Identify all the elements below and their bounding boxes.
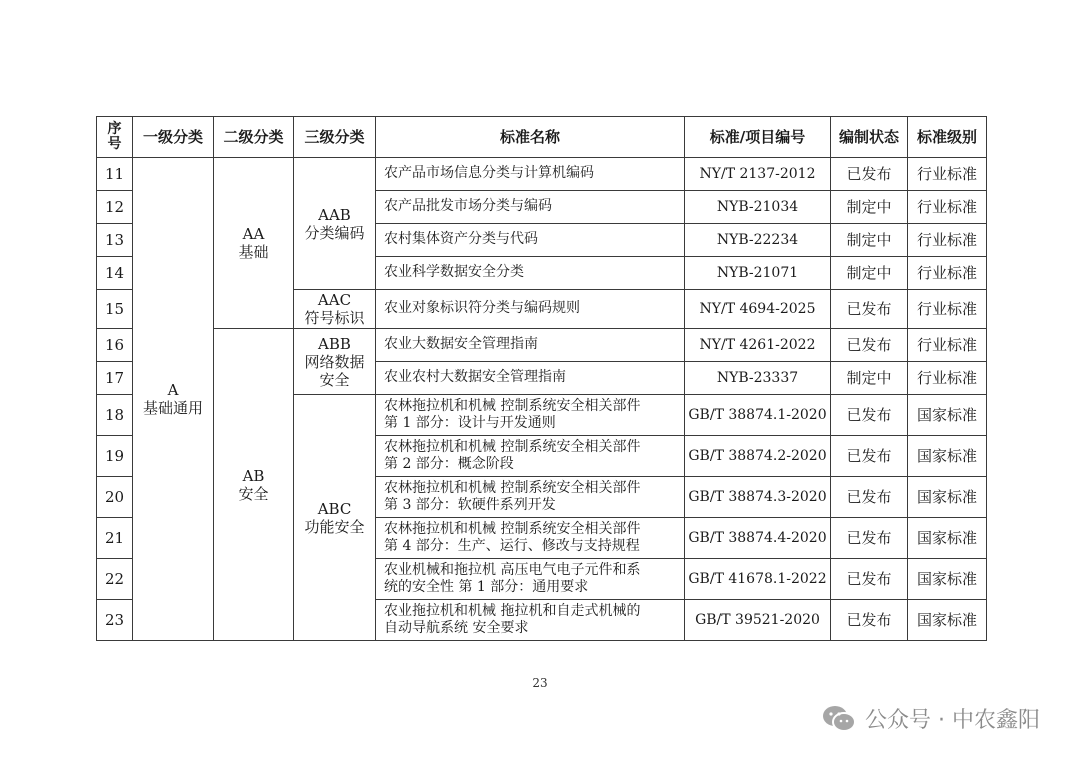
- category-aa-line: AA: [242, 225, 265, 243]
- row-seq: 22: [97, 559, 133, 600]
- category-aab-line: 分类编码: [304, 223, 365, 242]
- standard-name-line: 第 4 部分：生产、运行、修改与支持规程: [384, 538, 640, 554]
- standard-name-line: 农业对象标识符分类与编码规则: [384, 300, 580, 317]
- row-status: 已发布: [831, 158, 908, 191]
- row-status: 已发布: [831, 290, 908, 329]
- row-status: 已发布: [831, 600, 908, 641]
- standard-name-line: 第 1 部分：设计与开发通则: [384, 415, 556, 431]
- row-standard-name: [376, 329, 685, 362]
- row-grade: 国家标准: [908, 395, 987, 436]
- standard-name-line: 农产品批发市场分类与编码: [384, 198, 552, 215]
- standards-table: [96, 116, 987, 641]
- category-abc-line: ABC: [317, 499, 352, 518]
- standard-name-line: 农业农村大数据安全管理指南: [384, 369, 566, 386]
- table-row: [97, 329, 987, 362]
- row-standard-name: [376, 362, 685, 395]
- row-code: GB/T 38874.4-2020: [685, 518, 831, 559]
- header-level2: 二级分类: [214, 117, 294, 158]
- row-grade: 行业标准: [908, 290, 987, 329]
- category-aa: [214, 158, 294, 329]
- row-status: 已发布: [831, 436, 908, 477]
- row-status: 制定中: [831, 257, 908, 290]
- row-seq: 15: [97, 290, 133, 329]
- category-ab: [214, 329, 294, 641]
- row-standard-name: [376, 257, 685, 290]
- row-seq: 14: [97, 257, 133, 290]
- row-seq: 19: [97, 436, 133, 477]
- wechat-icon: [821, 704, 857, 734]
- category-abc-line: 功能安全: [304, 517, 365, 536]
- category-aab: [294, 158, 376, 290]
- table-body: [97, 158, 987, 641]
- category-ab-line: 安全: [238, 484, 269, 503]
- row-standard-name: [376, 158, 685, 191]
- header-status: 编制状态: [831, 117, 908, 158]
- row-grade: 行业标准: [908, 257, 987, 290]
- standard-name-line: 第 3 部分：软硬件系列开发: [384, 497, 556, 513]
- row-code: NY/T 4261-2022: [685, 329, 831, 362]
- row-standard-name: [376, 518, 685, 559]
- row-seq: 17: [97, 362, 133, 395]
- standard-name-line: 农林拖拉机和机械 控制系统安全相关部件: [384, 397, 641, 414]
- row-grade: 行业标准: [908, 191, 987, 224]
- category-aab-line: AAB: [318, 205, 351, 224]
- row-grade: 国家标准: [908, 518, 987, 559]
- row-grade: 国家标准: [908, 600, 987, 641]
- row-grade: 国家标准: [908, 559, 987, 600]
- row-grade: 行业标准: [908, 158, 987, 191]
- watermark-text: 公众号 · 中农鑫阳: [865, 708, 1040, 733]
- row-seq: 11: [97, 158, 133, 191]
- row-status: 已发布: [831, 559, 908, 600]
- row-code: GB/T 38874.2-2020: [685, 436, 831, 477]
- row-standard-name: [376, 477, 685, 518]
- header-seq: [97, 117, 133, 158]
- row-standard-name: [376, 224, 685, 257]
- row-grade: 行业标准: [908, 362, 987, 395]
- row-standard-name: [376, 436, 685, 477]
- header-code: 标准/项目编号: [685, 117, 831, 158]
- standard-name-line: 农业大数据安全管理指南: [384, 336, 538, 353]
- row-seq: 20: [97, 477, 133, 518]
- row-status: 制定中: [831, 224, 908, 257]
- category-a: [133, 158, 214, 641]
- category-abb: [294, 329, 376, 395]
- row-seq: 21: [97, 518, 133, 559]
- row-status: 已发布: [831, 477, 908, 518]
- row-grade: 国家标准: [908, 436, 987, 477]
- row-seq: 16: [97, 329, 133, 362]
- row-status: 已发布: [831, 329, 908, 362]
- row-status: 制定中: [831, 191, 908, 224]
- standard-name-line: 农业科学数据安全分类: [384, 264, 524, 281]
- standard-name-line: 农林拖拉机和机械 控制系统安全相关部件: [384, 520, 641, 537]
- row-status: 已发布: [831, 518, 908, 559]
- row-code: NYB-23337: [685, 362, 831, 395]
- standard-name-line: 农业拖拉机和机械 拖拉机和自走式机械的: [384, 602, 641, 619]
- standard-name-line: 第 2 部分：概念阶段: [384, 456, 514, 472]
- header-seq-char-2: 号: [107, 136, 122, 152]
- row-standard-name: [376, 290, 685, 329]
- standard-name-line: 统的安全性 第 1 部分：通用要求: [384, 579, 589, 595]
- category-a-line: 基础通用: [142, 399, 203, 417]
- row-grade: 国家标准: [908, 477, 987, 518]
- row-grade: 行业标准: [908, 224, 987, 257]
- category-abb-line: 网络数据: [304, 352, 365, 371]
- category-ab-line: AB: [242, 466, 265, 485]
- row-seq: 13: [97, 224, 133, 257]
- row-code: NYB-21071: [685, 257, 831, 290]
- row-seq: 18: [97, 395, 133, 436]
- header-level1: 一级分类: [133, 117, 214, 158]
- header-seq-char-1: 序: [107, 120, 122, 137]
- standard-name-line: 农产品市场信息分类与计算机编码: [384, 165, 594, 182]
- row-seq: 23: [97, 600, 133, 641]
- category-abb-line: ABB: [318, 334, 351, 353]
- row-code: GB/T 38874.1-2020: [685, 395, 831, 436]
- row-code: GB/T 39521-2020: [685, 600, 831, 641]
- category-aac-line: AAC: [317, 291, 352, 309]
- row-standard-name: [376, 600, 685, 641]
- row-code: GB/T 41678.1-2022: [685, 559, 831, 600]
- standard-name-line: 农林拖拉机和机械 控制系统安全相关部件: [384, 438, 641, 455]
- row-code: NY/T 4694-2025: [685, 290, 831, 329]
- category-aac-line: 符号标识: [304, 309, 365, 327]
- category-aa-line: 基础: [238, 243, 269, 261]
- category-aac: [294, 290, 376, 329]
- row-standard-name: [376, 191, 685, 224]
- row-code: NY/T 2137-2012: [685, 158, 831, 191]
- page-number: 23: [532, 676, 548, 690]
- standard-name-line: 农业机械和拖拉机 高压电气电子元件和系: [384, 561, 641, 578]
- standard-name-line: 农村集体资产分类与代码: [384, 231, 538, 248]
- row-code: NYB-22234: [685, 224, 831, 257]
- row-code: NYB-21034: [685, 191, 831, 224]
- table-header-row: [97, 117, 987, 158]
- row-standard-name: [376, 559, 685, 600]
- row-grade: 行业标准: [908, 329, 987, 362]
- header-seq-label: [97, 122, 132, 153]
- row-seq: 12: [97, 191, 133, 224]
- category-abc: [294, 395, 376, 641]
- watermark: [821, 703, 1040, 734]
- header-level3: 三级分类: [294, 117, 376, 158]
- standard-name-line: 自动导航系统 安全要求: [384, 620, 529, 636]
- standard-name-line: 农林拖拉机和机械 控制系统安全相关部件: [384, 479, 641, 496]
- row-status: 已发布: [831, 395, 908, 436]
- row-standard-name: [376, 395, 685, 436]
- header-name: 标准名称: [376, 117, 685, 158]
- category-a-line: A: [167, 381, 179, 399]
- table-row: [97, 158, 987, 191]
- category-abb-line: 安全: [319, 370, 350, 389]
- row-status: 制定中: [831, 362, 908, 395]
- header-grade: 标准级别: [908, 117, 987, 158]
- row-code: GB/T 38874.3-2020: [685, 477, 831, 518]
